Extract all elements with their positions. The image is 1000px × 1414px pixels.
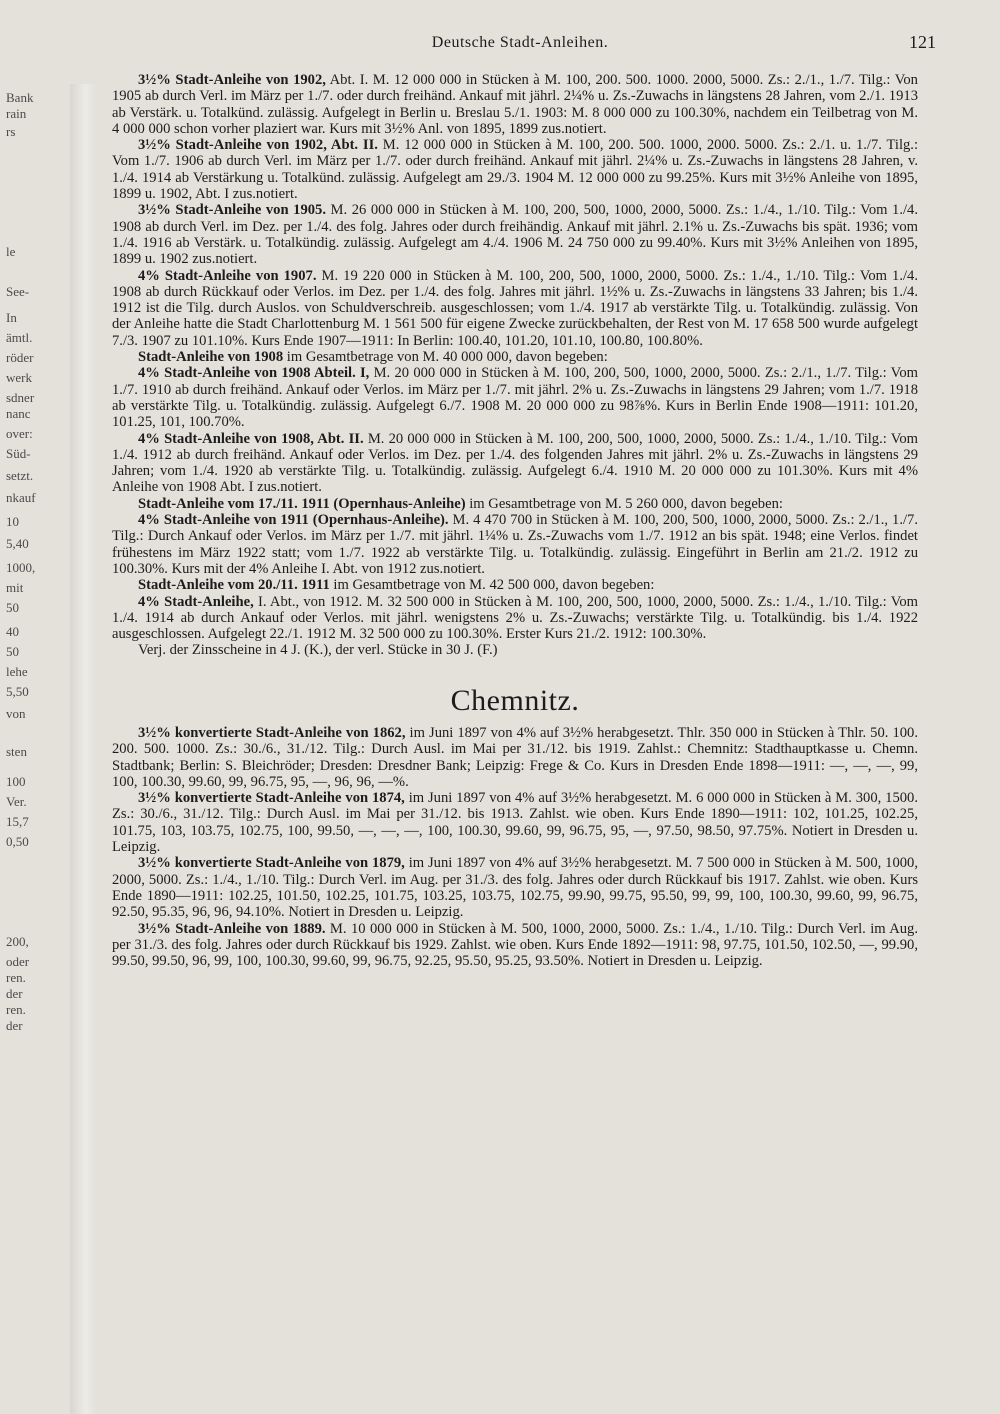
loan-title: Stadt-Anleihe vom 17./11. 1911 (Opernhaus-Anleihe) — [138, 495, 466, 512]
loan-title: 4% Stadt-Anleihe von 1908, Abt. II. — [138, 430, 364, 447]
loan-details: im Juni 1897 von 4% auf 3½% herabgesetzt. M. 7 500 000 in Stücken à M. 500, 1000, 2000, 5000. Zs.: 1./4., 1./10. Tilg.: Durch Verl. im Aug. per 31./3. des folg. Jahres oder durch Rückkauf bis 1917. Zahlst. wie oben. Kurs Ende 1890—1911: 102.25, 101.50, 102.25, 101.75, 103.25, 103.75, 102.75, 99.90, 99.75, 95.50, 99, 99, 100, 100.30, 99.60, 99, 96.75, 92.50, 95.35, 96, 96, 94.10%. Notiert in Dresden u. Leipzig. — [112, 855, 918, 921]
loan-entry — [112, 594, 918, 643]
loan-entry — [112, 268, 918, 349]
margin-fragment: 5,40 — [6, 536, 29, 551]
running-title: Deutsche Stadt-Anleihen. — [431, 34, 609, 51]
loan-entry — [112, 137, 918, 202]
margin-fragment: ren. — [6, 1002, 26, 1017]
limitation-note: Verj. der Zinsscheine in 4 J. (K.), der verl. Stücke in 30 J. (F.) — [138, 642, 498, 659]
loan-details: Abt. I. M. 12 000 000 in Stücken à M. 100, 200. 500. 1000. 2000, 5000. Zs.: 2./1., 1./7. Tilg.: Von 1905 ab durch Verl. im März per 1./7. oder durch freihänd. Ankauf mit jährl. 2¼% u. Zs.-Zuwachs in längstens 28 Jahren, vom 2./1. 1913 ab Verstärk. u. Totalkünd. zulässig. Aufgelegt in Berlin u. Breslau 5./1. 1903: M. 8 000 000 zu 100.30%, nachdem ein Teilbetrag von M. 4 000 000 schon vorher plaziert war. Kurs mit 3½% Anl. von 1895, 1899 zus.notiert. — [112, 72, 918, 137]
loan-details: I. Abt., von 1912. M. 32 500 000 in Stücken à M. 100, 200, 500, 1000, 2000, 5000. Zs.: 1./4., 1./10. Tilg.: Vom 1./4. 1914 ab durch Ankauf oder Verlos. mit jährl. wenigstens 2% u. Zs.-Zuwachs; verstärkte Tilg. u. Totalkündig. bis 1./4. 1922 ausgeschlossen. Aufgelegt 22./1. 1912 M. 32 500 000 zu 100.30%. Erster Kurs 21./2. 1912: 100.30%. — [112, 593, 918, 643]
loan-details: im Gesamtbetrage von M. 42 500 000, davon begeben: — [329, 577, 655, 594]
page-header — [110, 30, 936, 60]
margin-fragment: See- — [6, 284, 30, 299]
margin-fragment: 50 — [6, 644, 19, 659]
margin-fragment: 200, — [6, 934, 29, 949]
margin-fragment: Süd- — [6, 446, 31, 461]
loan-details: M. 10 000 000 in Stücken à M. 500, 1000, 2000, 5000. Zs.: 1./4., 1./10. Tilg.: Durch Verl. im Aug. per 31./3. des folg. Jahres oder durch Rückkauf bis 1929. Zahlst. wie oben. Kurs Ende 1892—1911: 98, 97.75, 101.50, 102.50, —, 99.90, 99.50, 99.50, 96, 99, 100, 100.30, 99.60, 99, 96.75, 92.25, 95.50, 95.25, 93.50%. Notiert in Dresden u. Leipzig. — [112, 920, 918, 970]
page-number: 121 — [909, 32, 936, 52]
page-gutter — [70, 84, 96, 1414]
loan-entry — [112, 512, 918, 577]
margin-fragment: rs — [6, 124, 16, 139]
margin-fragment: rain — [6, 106, 27, 121]
loan-title: 4% Stadt-Anleihe von 1911 (Opernhaus-Anleihe). — [138, 512, 449, 529]
loan-title: 3½% Stadt-Anleihe von 1902, Abt. II. — [138, 137, 378, 154]
loan-title: 3½% Stadt-Anleihe von 1905. — [138, 202, 326, 219]
loan-entry — [112, 725, 918, 790]
loan-entry — [112, 431, 918, 496]
loan-entry — [112, 496, 918, 512]
loan-entry — [112, 790, 918, 855]
margin-fragment: sdner — [6, 390, 35, 405]
loan-title: 4% Stadt-Anleihe, — [138, 593, 254, 610]
margin-fragment: oder — [6, 954, 30, 969]
margin-fragment: ren. — [6, 970, 26, 985]
margin-fragment: setzt. — [6, 468, 34, 483]
margin-fragment: nkauf — [6, 490, 36, 505]
margin-fragment: lehe — [6, 664, 28, 679]
loan-entry — [112, 349, 918, 365]
margin-fragment: 100 — [6, 774, 26, 789]
loan-title: 4% Stadt-Anleihe von 1907. — [138, 267, 317, 284]
loan-entry — [112, 365, 918, 430]
margin-fragment: 10 — [6, 514, 19, 529]
chemnitz-section — [112, 725, 918, 969]
margin-fragment: In — [6, 310, 17, 325]
loan-details: M. 20 000 000 in Stücken à M. 100, 200, 500, 1000, 2000, 5000. Zs.: 1./4., 1./10. Tilg.: Vom 1./4. 1912 ab durch freihänd. Ankauf oder Verlos. im Dez. per 1./4. des folgenden Jahres mit jährl. 2% u. Zs.-Zuwachs in längstens 29 Jahren; vom 1./4. 1920 ab verstärkte Tilg. u. Totalkündig. zulässig. Aufgelegt 6./4. 1910 M. 20 000 000 zu 101.30%. Kurs mit 4% Anleihe von 1908 Abt. I zus.notiert. — [112, 430, 918, 496]
margin-fragment: 1000, — [6, 560, 36, 575]
loan-details: M. 26 000 000 in Stücken à M. 100, 200, 500, 1000, 2000, 5000. Zs.: 1./4., 1./10. Tilg.: Vom 1./4. 1908 ab durch Verl. im Dez. per 1./4. des folg. Jahres oder durch freihändig. Ankauf mit jährl. 2.1% u. Zs.-Zuwachs bis spät. 1936; vom 1./4. 1916 ab Verstärk. u. Totalkündig. zulässig. Aufgelegt am 4./4. 1906 M. 24 750 000 zu 99.40%. Kurs mit 3½% Anleihen von 1895, 1899 u. 1902 zus.notiert. — [112, 202, 918, 268]
loan-entry — [112, 921, 918, 970]
margin-fragment: 15,7 — [6, 814, 29, 829]
loan-title: 3½% Stadt-Anleihe von 1889. — [138, 920, 326, 937]
loan-details: im Gesamtbetrage von M. 5 260 000, davon begeben: — [465, 495, 783, 512]
loan-details: im Gesamtbetrage von M. 40 000 000, davon begeben: — [283, 349, 608, 366]
margin-fragment: werk — [6, 370, 32, 385]
loan-details: M. 19 220 000 in Stücken à M. 100, 200, 500, 1000, 2000, 5000. Zs.: 1./4., 1./10. Tilg.: Vom 1./4. 1908 ab durch Rückkauf oder Verlos. im Dez. per 1./4. des folg. Jahres mit jährl. 1½% u. Zs.-Zuwachs in längstens 33 Jahren; bis 1./4. 1912 ist die Tilg. durch Auslos. von Schuldverschreib. ausgeschlossen; vom 1./4. 1917 ab verstärkte Tilg. u. Totalkündig. zulässig. Von der Anleihe hatte die Stadt Charlottenburg M. 1 561 500 für eigene Zwecke zurückbehalten, der Rest von M. 17 658 500 wurde aufgelegt 7./3. 1907 zu 101.10%. Kurs Ende 1907—1911: In Berlin: 100.40, 101.20, 101.10, 100.80, 100.80%. — [112, 267, 918, 349]
loan-details: M. 4 470 700 in Stücken à M. 100, 200, 500, 1000, 2000, 5000. Zs.: 2./1., 1./7. Tilg.: Durch Ankauf oder Verlos. im März per 1./7. mit jährl. 1¼% u. Zs.-Zuwachs vom 1./7. 1912 an bis spät. 1948; eine Verlos. findet frühestens im März 1922 statt; vom 1./7. 1922 ab verstärkte Tilg. u. Totalkündig. zulässig. Eingeführt in Berlin am 21./2. 1912 zu 100.30%. Kurs mit der 4% Anleihe I. Abt. von 1912 zus.notiert. — [112, 512, 918, 577]
loan-entry — [112, 855, 918, 920]
margin-fragment: Ver. — [6, 794, 27, 809]
loan-details: im Juni 1897 von 4% auf 3½% herabgesetzt. M. 6 000 000 in Stücken à M. 300, 1500. Zs.: 30./6., 31./12. Tilg.: Durch Ausl. im Mai per 31./12. bis 1913. Zahlst. wie oben. Kurs Ende 1890—1911: 102, 101.25, 102.25, 101.75, 103, 103.75, 102.75, 100, 99.50, —, —, —, 100, 100.30, 99.60, 99, 96.75, 95, —, 97.50, 98.50, 97.75%. Notiert in Dresden u. Leipzig. — [112, 790, 918, 856]
loan-title: 3½% konvertierte Stadt-Anleihe von 1874, — [138, 790, 405, 807]
text-column — [112, 72, 918, 969]
loan-details: M. 20 000 000 in Stücken à M. 100, 200, 500, 1000, 2000, 5000. Zs.: 2./1., 1./7. Tilg.: Vom 1./7. 1910 ab durch freihänd. Ankauf oder Verlos. im März per 1./7. mit jährl. 2% u. Zs.-Zuwachs in längstens 29 Jahren; vom 1./7. 1918 ab verstärkte Tilg. u. Totalkündig. zulässig. Aufgelegt 6./7. 1908 M. 20 000 000 zu 98⅞%. Kurs in Berlin Ende 1908—1911: 101.20, 101.25, 101, 100.70%. — [112, 365, 918, 431]
loan-title: 3½% Stadt-Anleihe von 1902, — [138, 72, 326, 88]
loan-title: 3½% konvertierte Stadt-Anleihe von 1879, — [138, 855, 405, 872]
margin-fragment: 50 — [6, 600, 19, 615]
margin-fragment: mit — [6, 580, 24, 595]
margin-fragment: röder — [6, 350, 34, 365]
margin-fragment: 5,50 — [6, 684, 29, 699]
loan-details: im Juni 1897 von 4% auf 3½% herabgesetzt. Thlr. 350 000 in Stücken à Thlr. 50. 100. 200. 500. 1000. Zs.: 30./6., 31./12. Tilg.: Durch Ausl. im Mai per 31./12. bis 1919. Zahlst.: Chemnitz: Stadthauptkasse u. Chemn. Stadtbank; Berlin: S. Bleichröder; Dresden: Dresdner Bank; Leipzig: Frege & Co. Kurs in Dresden Ende 1898—1911: —, —, —, 99, 100, 100.30, 99.60, 99, 96.75, 95, —, 96, 96, —%. — [112, 724, 918, 790]
margin-fragment: 40 — [6, 624, 19, 639]
loan-title: 4% Stadt-Anleihe von 1908 Abteil. I, — [138, 365, 370, 382]
loan-title: 3½% konvertierte Stadt-Anleihe von 1862, — [138, 724, 406, 741]
margin-fragment: sten — [6, 744, 27, 759]
loan-entry — [112, 72, 918, 137]
margin-fragment: nanc — [6, 406, 31, 421]
loan-entry — [112, 202, 918, 267]
loan-entry — [112, 577, 918, 593]
loan-details: M. 12 000 000 in Stücken à M. 100, 200. 500. 1000, 2000. 5000. Zs.: 2./1. u. 1./7. Tilg.: Vom 1./7. 1906 ab durch Verl. im März per 1./7. oder durch freihänd. Ankauf mit jährl. 2¼% u. Zs.-Zuwachs in längstens 28 Jahren, v. 1./4. 1914 ab Verstärkung u. Totalkünd. zulässig. Aufgelegt am 29./3. 1904 M. 12 000 000 zu 99.25%. Kurs mit 3½% Anleihe von 1895, 1899 u. 1902, Abt. I zus.notiert. — [112, 137, 919, 203]
margin-fragment: le — [6, 244, 16, 259]
loan-title: Stadt-Anleihe von 1908 — [138, 349, 284, 366]
berlin-section — [112, 72, 918, 642]
margin-fragment: der — [6, 986, 23, 1001]
margin-fragment: over: — [6, 426, 33, 441]
left-margin-adjacent-page — [0, 84, 70, 1044]
margin-fragment: der — [6, 1018, 23, 1033]
margin-fragment: 0,50 — [6, 834, 29, 849]
city-heading-chemnitz: Chemnitz. — [450, 683, 580, 717]
loan-title: Stadt-Anleihe vom 20./11. 1911 — [138, 577, 330, 594]
margin-fragment: ämtl. — [6, 330, 33, 345]
margin-fragment: von — [6, 706, 26, 721]
margin-fragment: Bank — [6, 90, 34, 105]
